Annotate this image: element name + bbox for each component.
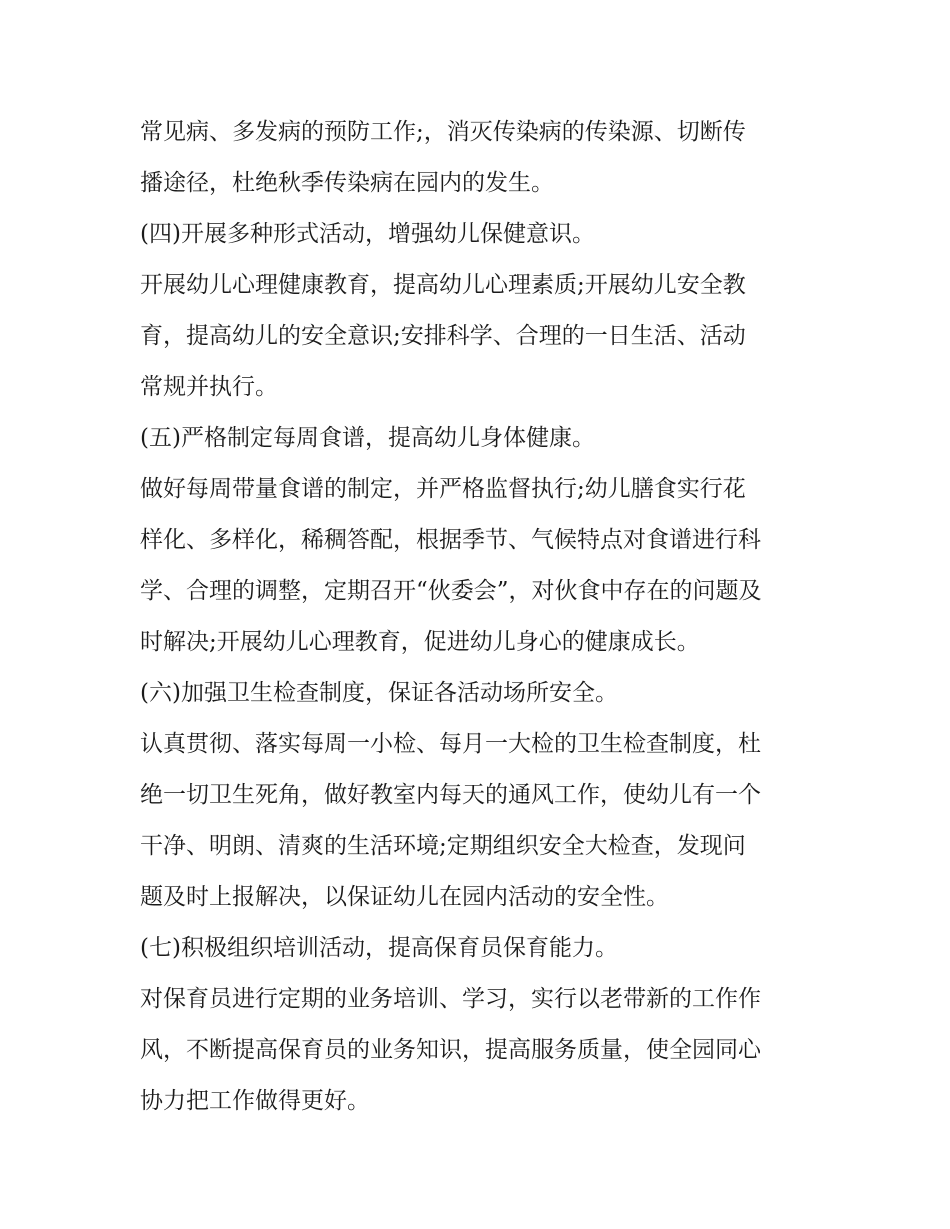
text-line: 播途径，杜绝秋季传染病在园内的发生。 [140, 170, 554, 196]
text-line: 题及时上报解决，以保证幼儿在园内活动的安全性。 [140, 884, 669, 910]
text-line: 绝一切卫生死角，做好教室内每天的通风工作，使幼儿有一个 [140, 782, 761, 808]
text-line: 风，不断提高保育员的业务知识，提高服务质量，使全园同心 [140, 1037, 761, 1063]
text-line: 干净、明朗、清爽的生活环境;定期组织安全大检查，发现问 [140, 833, 746, 859]
text-line: 学、合理的调整，定期召开“伙委会”，对伙食中存在的问题及 [140, 578, 762, 604]
text-line: 常规并执行。 [140, 374, 278, 400]
section-heading: (七)积极组织培训活动，提高保育员保育能力。 [140, 935, 618, 961]
section-heading: (六)加强卫生检查制度，保证各活动场所安全。 [140, 680, 618, 706]
document-body [140, 107, 820, 1127]
text-line: 样化、多样化，稀稠答配，根据季节、气候特点对食谱进行科 [140, 527, 761, 553]
text-line: 做好每周带量食谱的制定，并严格监督执行;幼儿膳食实行花 [140, 476, 746, 502]
text-line: 对保育员进行定期的业务培训、学习，实行以老带新的工作作 [140, 986, 761, 1012]
text-line: 认真贯彻、落实每周一小检、每月一大检的卫生检查制度，杜 [140, 731, 761, 757]
section-heading: (五)严格制定每周食谱，提高幼儿身体健康。 [140, 425, 595, 451]
text-line: 时解决;开展幼儿心理教育，促进幼儿身心的健康成长。 [140, 629, 700, 655]
text-line: 协力把工作做得更好。 [140, 1088, 370, 1114]
text-line: 育，提高幼儿的安全意识;安排科学、合理的一日生活、活动 [140, 323, 746, 349]
text-line: 开展幼儿心理健康教育，提高幼儿心理素质;开展幼儿安全教 [140, 272, 746, 298]
section-heading: (四)开展多种形式活动，增强幼儿保健意识。 [140, 221, 595, 247]
text-line: 常见病、多发病的预防工作;，消灭传染病的传染源、切断传 [140, 119, 746, 145]
